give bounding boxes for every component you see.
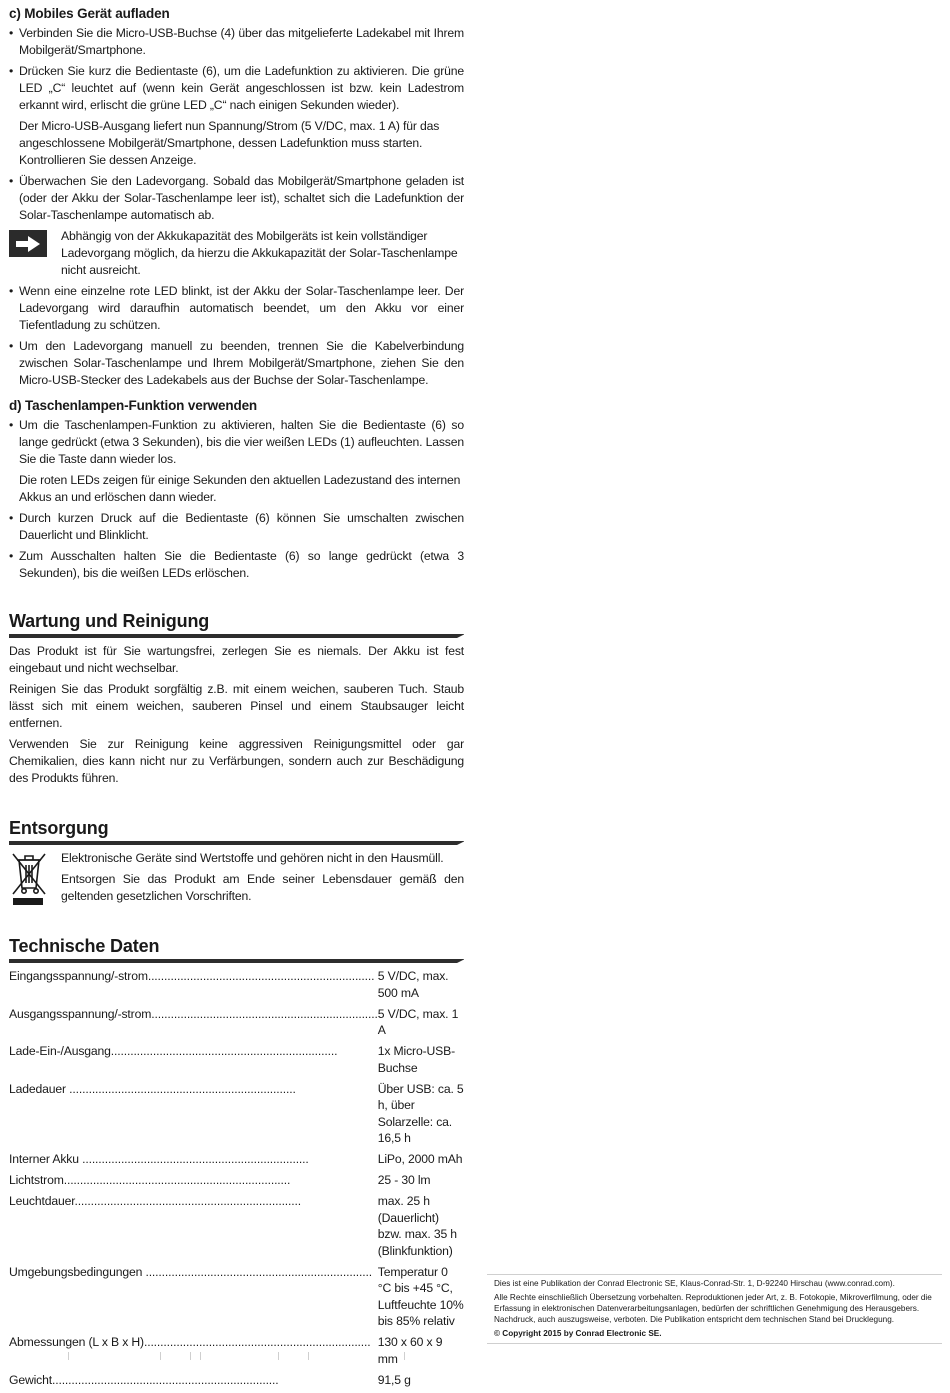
spec-row: [9, 1043, 464, 1081]
spec-label-text: Lade-Ein-/Ausgang: [9, 1044, 111, 1058]
spec-label: [9, 1372, 378, 1393]
section-c-bullet-1: • Verbinden Sie die Micro-USB-Buchse (4) über das mitgelieferte Ladekabel mit Ihrem Mobilgerät/Smartphone.: [9, 25, 464, 59]
spec-label-text: Ausgangsspannung/-strom: [9, 1006, 152, 1021]
technische-daten-heading: Technische Daten: [9, 936, 160, 956]
leader-dots: [148, 969, 375, 983]
spec-row: [9, 1081, 464, 1152]
leader-dots: [74, 1194, 301, 1208]
spec-row: [9, 1372, 464, 1393]
spec-table: [9, 968, 464, 1393]
wartung-heading: Wartung und Reinigung: [9, 611, 210, 631]
spec-value: 91,5 g: [377, 1372, 411, 1387]
disposal-text: [61, 850, 464, 909]
leader-dots: [52, 1373, 279, 1387]
spec-label: [9, 1151, 378, 1172]
section-divider: [9, 841, 464, 845]
spec-value: 25 - 30 lm: [377, 1173, 431, 1187]
leader-dots: [151, 1007, 378, 1021]
crop-marks: [30, 1352, 430, 1360]
spec-row: [9, 1006, 464, 1044]
publisher-footer: [487, 1274, 942, 1344]
entsorgung-paragraph-2: Entsorgen Sie das Produkt am Ende seiner Lebensdauer gemäß den geltenden gesetzlichen Vorschriften.: [61, 872, 464, 903]
spec-value: 1x Micro-USB-Buchse: [377, 1044, 456, 1075]
spec-label-text: Gewicht: [9, 1372, 52, 1387]
spec-row: [9, 968, 464, 1006]
leader-dots: [64, 1173, 291, 1187]
section-d-bullet-2: • Durch kurzen Druck auf die Bedientaste (6) können Sie umschalten zwischen Dauerlicht und Blinklicht.: [9, 510, 464, 544]
leader-dots: [111, 1044, 338, 1058]
spec-value: 5 V/DC, max. 500 mA: [377, 969, 449, 1000]
section-c-bullet-3: • Überwachen Sie den Ladevorgang. Sobald das Mobilgerät/Smartphone geladen ist (oder der Akku der Solar-Taschenlampe leer ist), schaltet sich die Ladefunktion der Solar-Taschenlampe automatisch ab.: [9, 173, 464, 224]
section-c-bullet-5: • Um den Ladevorgang manuell zu beenden, trennen Sie die Kabelverbindung zwischen Solar-Taschenlampe und Ihrem Mobilgerät/Smartphone, ziehen Sie den Micro-USB-Stecker des Ladekabels aus der Buchse der Solar-Taschenlampe.: [9, 338, 464, 389]
crossed-out-wheelie-bin-icon: [9, 850, 49, 911]
entsorgung-paragraph-1: Elektronische Geräte sind Wertstoffe und gehören nicht in den Hausmüll.: [61, 851, 444, 865]
spec-label: [9, 1172, 378, 1193]
wartung-paragraph-1: Das Produkt ist für Sie wartungsfrei, zerlegen Sie es niemals. Der Akku ist fest eingebaut und nicht wechselbar.: [9, 644, 464, 675]
spec-label: [9, 1006, 378, 1044]
entsorgung-heading: Entsorgung: [9, 818, 109, 838]
section-divider: [9, 959, 464, 963]
spec-label-text: Ladedauer: [9, 1081, 70, 1096]
spec-label-text: Lichtstrom: [9, 1173, 64, 1187]
spec-value: 130 x 60 x 9 mm: [377, 1335, 443, 1366]
spec-row: [9, 1151, 464, 1172]
arrow-right-icon: [9, 230, 47, 257]
footer-copyright: © Copyright 2015 by Conrad Electronic SE.: [494, 1329, 662, 1338]
main-column: [9, 0, 464, 1393]
note-box: [9, 228, 464, 279]
spec-label: [9, 1081, 378, 1152]
wartung-paragraph-2: Reinigen Sie das Produkt sorgfältig z.B. mit einem weichen, sauberen Tuch. Staub lässt sich mit einem weichen, sauberen Pinsel und einem Staubsauger leicht entfernen.: [9, 682, 464, 730]
spec-label: [9, 968, 378, 1006]
spec-value: max. 25 h (Dauerlicht) bzw. max. 35 h (Blinkfunktion): [377, 1194, 457, 1258]
section-d-bullet-3: • Zum Ausschalten halten Sie die Bedientaste (6) so lange gedrückt (etwa 3 Sekunden), bis die weißen LEDs erlöschen.: [9, 548, 464, 582]
section-c-bullet-2: • Drücken Sie kurz die Bedientaste (6), um die Ladefunktion zu aktivieren. Die grüne LED „C“ leuchtet auf (wenn kein Gerät angeschlossen ist bzw. kein Ladestrom erkannt wird, erlischt die grüne LED „C“ nach einigen Sekunden wieder).: [9, 63, 464, 114]
section-d-bullet-1-continued: Die roten LEDs zeigen für einige Sekunden den aktuellen Ladezustand des internen Akkus an und erlöschen dann wieder.: [19, 473, 461, 504]
spec-label-text: Abmessungen (L x B x H): [9, 1335, 144, 1349]
leader-dots: [69, 1082, 296, 1096]
section-c-title: c) Mobiles Gerät aufladen: [9, 6, 170, 21]
footer-rights-line: Alle Rechte einschließlich Übersetzung vorbehalten. Reproduktionen jeder Art, z. B. Fotokopie, Mikroverfilmung, oder die Erfassung in elektronischen Datenverarbeitungsanlagen, bedürfen der schriftlichen Genehmigung des Herausgebers. Nachdruck, auch auszugsweise, verboten. Die Publikation entspricht dem technischen Stand bei Drucklegung.: [494, 1293, 932, 1324]
spec-label: [9, 1264, 378, 1335]
spec-row: [9, 1172, 464, 1193]
footer-publisher-line: Dies ist eine Publikation der Conrad Electronic SE, Klaus-Conrad-Str. 1, D-92240 Hirschau (www.conrad.com).: [494, 1279, 895, 1288]
spec-row: [9, 1264, 464, 1335]
leader-dots: [145, 1265, 372, 1279]
spec-label-text: Eingangsspannung/-strom: [9, 969, 148, 983]
spec-value: Über USB: ca. 5 h, über Solarzelle: ca. 16,5 h: [377, 1081, 464, 1145]
spec-row: [9, 1193, 464, 1264]
leader-dots: [144, 1335, 371, 1349]
spec-label-text: Umgebungsbedingungen: [9, 1264, 146, 1279]
section-d-bullet-1: • Um die Taschenlampen-Funktion zu aktivieren, halten Sie die Bedientaste (6) so lange gedrückt (etwa 3 Sekunden), bis die vier weißen LEDs (1) aufleuchten. Lassen Sie die Taste dann wieder los.: [9, 417, 464, 468]
section-d-title: d) Taschenlampen-Funktion verwenden: [9, 398, 258, 413]
section-c-bullet-4: • Wenn eine einzelne rote LED blinkt, ist der Akku der Solar-Taschenlampe leer. Der Ladevorgang wird daraufhin automatisch beendet, um den Akku vor einer Tiefentladung zu schützen.: [9, 283, 464, 334]
wartung-paragraph-3: Verwenden Sie zur Reinigung keine aggressiven Reinigungsmittel oder gar Chemikalien, dies kann nicht nur zu Verfärbungen, sondern auch zur Beschädigung des Produkts führen.: [9, 737, 464, 785]
spec-value: LiPo, 2000 mAh: [377, 1152, 463, 1166]
spec-label: [9, 1043, 378, 1081]
spec-label-text: Leuchtdauer: [9, 1194, 75, 1208]
note-text: Abhängig von der Akkukapazität des Mobilgeräts ist kein vollständiger Ladevorgang möglich, da hierzu die Akkukapazität der Solar-Taschenlampe nicht ausreicht.: [61, 229, 458, 277]
section-divider: [9, 634, 464, 638]
spec-value: 5 V/DC, max. 1 A: [377, 1006, 459, 1037]
disposal-block: [9, 850, 464, 911]
leader-dots: [82, 1152, 309, 1166]
spec-label-text: Interner Akku: [9, 1152, 83, 1166]
spec-label: [9, 1193, 378, 1264]
spec-value: Temperatur 0 °C bis +45 °C, Luftfeuchte 10% bis 85% relativ: [377, 1264, 464, 1328]
section-c-bullet-2-continued: Der Micro-USB-Ausgang liefert nun Spannung/Strom (5 V/DC, max. 1 A) für das angeschlossene Mobilgerät/Smartphone, dessen Ladefunktion muss starten. Kontrollieren Sie dessen Anzeige.: [19, 119, 440, 167]
